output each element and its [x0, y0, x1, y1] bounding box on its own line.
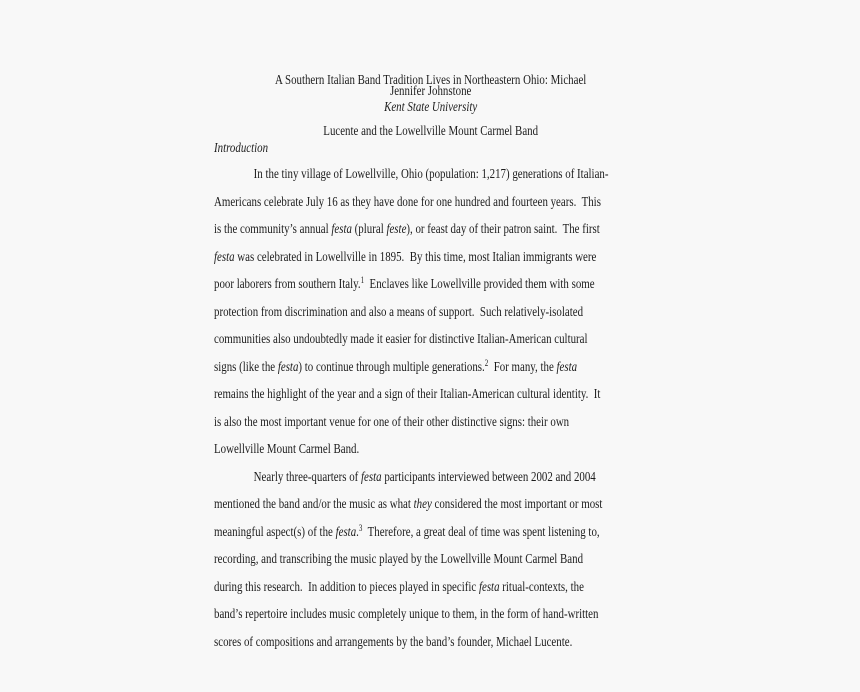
body-line [214, 244, 647, 272]
section-heading-introduction: Introduction [214, 141, 269, 156]
author-affiliation: Kent State University [384, 99, 478, 115]
body-line [214, 629, 647, 657]
byline [214, 84, 647, 115]
body-line [214, 326, 647, 354]
italic-term: feste [386, 222, 407, 237]
text-run: For many, the [488, 359, 557, 375]
text-run: scores of compositions and arrangements by the band’s founder, Michael Lucente. [214, 634, 573, 650]
text-run: during this research. In addition to pieces played in specific [214, 579, 479, 595]
body-line [214, 436, 647, 464]
paper-title-line-2: Lucente and the Lowellville Mount Carmel Band [323, 124, 539, 139]
italic-term: festa [335, 524, 357, 540]
text-run: mentioned the band and/or the music as what [214, 497, 414, 512]
body-line [214, 491, 647, 519]
text-run: (plural [351, 222, 387, 237]
text-run: was celebrated in Lowellville in 1895. By this time, most Italian immigrants were [234, 249, 597, 265]
body-line [214, 409, 647, 437]
body-text [214, 161, 647, 656]
body-line [214, 574, 647, 602]
text-run: participants interviewed between 2002 and 2004 [381, 469, 596, 485]
text-run: ritual-contexts, the [499, 579, 584, 595]
body-line [214, 546, 647, 574]
text-run: In the tiny village of Lowellville, Ohio (population: 1,217) generations of Italian- [253, 167, 609, 182]
text-run: is the community’s annual [214, 222, 332, 237]
italic-term: festa [361, 469, 382, 485]
body-line [214, 189, 647, 217]
body-line [214, 216, 647, 244]
text-run: recording, and transcribing the music played by the Lowellville Mount Carmel Band [214, 552, 584, 567]
text-run: Nearly three-quarters of [253, 469, 362, 485]
author-name: Jennifer Johnstone [389, 84, 472, 99]
text-run: . [356, 524, 359, 540]
italic-term: festa [478, 579, 500, 595]
body-line [214, 464, 647, 492]
italic-term: festa [277, 359, 299, 375]
italic-term: festa [556, 359, 578, 375]
text-run: poor laborers from southern Italy. [214, 277, 361, 292]
content-column [214, 0, 647, 692]
italic-term: festa [331, 222, 352, 237]
text-run: ), or feast day of their patron saint. The first [406, 222, 600, 237]
body-line [214, 271, 647, 299]
text-run: meaningful aspect(s) of the [214, 524, 336, 540]
text-run: remains the highlight of the year and a sign of their Italian-American cultural identity. It [214, 387, 601, 402]
body-line [214, 299, 647, 327]
text-run: band’s repertoire includes music completely unique to them, in the form of hand-written [214, 607, 599, 622]
text-run: Americans celebrate July 16 as they have done for one hundred and fourteen years. This [214, 194, 601, 210]
body-line [214, 519, 647, 547]
text-run: ) to continue through multiple generations. [298, 359, 485, 375]
body-line [214, 354, 647, 382]
text-run: communities also undoubtedly made it easier for distinctive Italian-American cultural [214, 332, 588, 347]
body-line [214, 161, 647, 189]
text-run: Therefore, a great deal of time was spent listening to, [362, 524, 600, 540]
footnote-marker: 1 [360, 275, 365, 285]
italic-term: they [413, 497, 432, 512]
body-line [214, 601, 647, 629]
text-run: is also the most important venue for one of their other distinctive signs: their own [214, 414, 570, 430]
text-run: protection from discrimination and also a means of support. Such relatively-isolated [214, 304, 584, 320]
text-run: signs (like the [214, 359, 278, 375]
italic-term: festa [214, 249, 235, 265]
body-line [214, 381, 647, 409]
footnote-marker: 3 [358, 522, 363, 533]
paper-title-line-1: A Southern Italian Band Tradition Lives in Northeastern Ohio: Michael [275, 73, 587, 88]
text-run: Enclaves like Lowellville provided them with some [364, 277, 595, 292]
text-run: considered the most important or most [431, 497, 603, 512]
footnote-marker: 2 [484, 357, 489, 368]
text-run: Lowellville Mount Carmel Band. [214, 442, 360, 457]
